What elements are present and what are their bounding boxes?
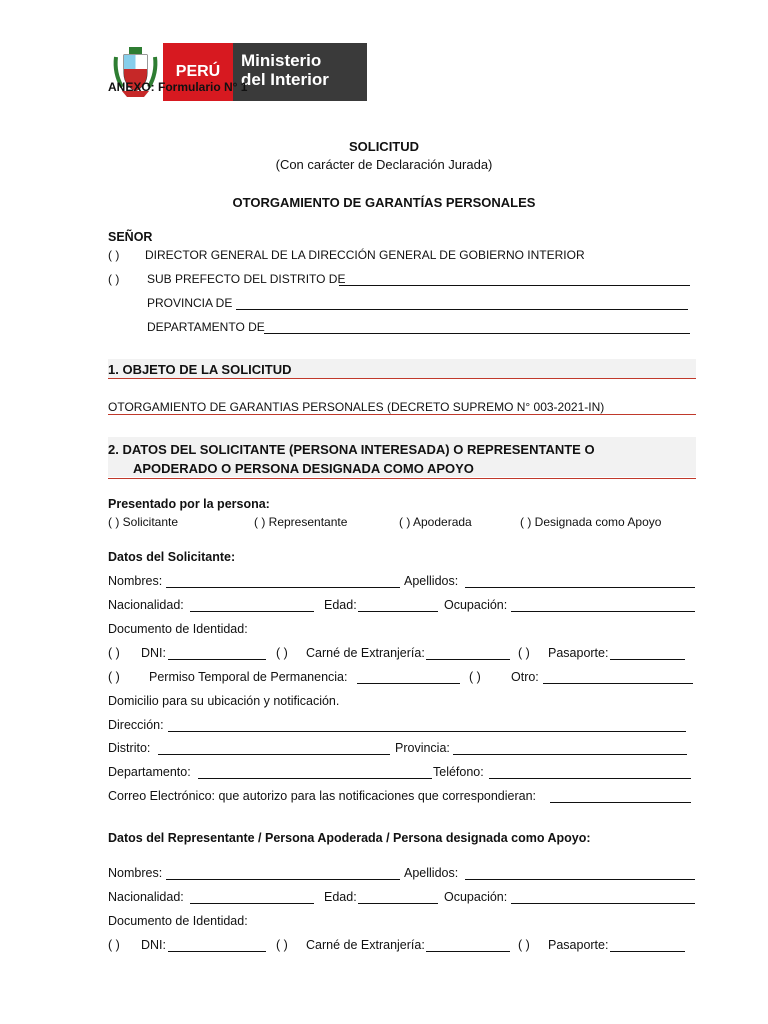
rep-checkbox-carne[interactable]: ( ): [276, 938, 288, 952]
section1-title: 1. OBJETO DE LA SOLICITUD: [108, 362, 292, 377]
rep-checkbox-dni[interactable]: ( ): [108, 938, 120, 952]
presented-by-label: Presentado por la persona:: [108, 497, 270, 511]
rep-nacionalidad-field[interactable]: [190, 903, 314, 904]
applicant-domicile-row: [108, 694, 696, 710]
checkbox-dni[interactable]: ( ): [108, 646, 120, 660]
applicant-edad-field[interactable]: [358, 611, 438, 612]
correo-label: Correo Electrónico: que autorizo para las notificaciones que correspondieran:: [108, 789, 537, 803]
salutation: SEÑOR: [108, 230, 153, 244]
nacionalidad-label: Nacionalidad:: [108, 598, 184, 612]
applicant-direccion-field[interactable]: [168, 731, 686, 732]
ministry-name: [241, 51, 329, 89]
rep-nombres-label: Nombres:: [108, 866, 163, 880]
applicant-permit-row: [108, 670, 696, 686]
checkbox-designada-apoyo[interactable]: ( ) Designada como Apoyo: [520, 515, 662, 529]
checkbox-pasaporte[interactable]: ( ): [518, 646, 530, 660]
applicant-dni-field[interactable]: [168, 659, 266, 660]
applicant-distrito-field[interactable]: [158, 754, 390, 755]
distrito-label: Distrito:: [108, 741, 151, 755]
checkbox-carne[interactable]: ( ): [276, 646, 288, 660]
province-field[interactable]: [236, 309, 688, 310]
applicant-nombres-field[interactable]: [166, 587, 400, 588]
rep-dni-field[interactable]: [168, 951, 266, 952]
applicant-district-row: [108, 741, 696, 757]
section2-title-line2: APODERADO O PERSONA DESIGNADA COMO APOYO: [133, 461, 474, 476]
section1-header: [108, 359, 696, 378]
direccion-label: Dirección:: [108, 718, 164, 732]
section1-content-divider: [108, 414, 696, 415]
rep-edad-field[interactable]: [358, 903, 438, 904]
applicant-heading: Datos del Solicitante:: [108, 550, 236, 564]
section2-header: [108, 437, 696, 477]
nombres-label: Nombres:: [108, 574, 163, 588]
annex-label: ANEXO: Formulario N° 1: [108, 80, 248, 94]
applicant-telefono-field[interactable]: [489, 778, 691, 779]
option-subprefecto-label: SUB PREFECTO DEL DISTRITO DE: [147, 272, 346, 286]
ministry-name-line1: Ministerio: [241, 51, 322, 70]
applicant-departamento-field[interactable]: [198, 778, 432, 779]
rep-carne-field[interactable]: [426, 951, 510, 952]
rep-dni-label: DNI:: [141, 938, 166, 952]
form-subject: OTORGAMIENTO DE GARANTÍAS PERSONALES: [232, 195, 536, 210]
carne-label: Carné de Extranjería:: [306, 646, 425, 660]
domicilio-label: Domicilio para su ubicación y notificación.: [108, 694, 340, 708]
checkbox-director[interactable]: ( ): [108, 248, 120, 262]
checkbox-apoderada[interactable]: ( ) Apoderada: [399, 515, 472, 529]
form-subtitle: (Con carácter de Declaración Jurada): [275, 157, 493, 172]
applicant-carne-field[interactable]: [426, 659, 510, 660]
applicant-nationality-row: [108, 598, 696, 614]
applicant-names-row: [108, 574, 696, 590]
rep-ocupacion-field[interactable]: [511, 903, 695, 904]
otro-label: Otro:: [511, 670, 539, 684]
applicant-nacionalidad-field[interactable]: [190, 611, 314, 612]
ocupacion-label: Ocupación:: [444, 598, 508, 612]
rep-pasaporte-label: Pasaporte:: [548, 938, 609, 952]
pasaporte-label: Pasaporte:: [548, 646, 609, 660]
applicant-address-row: [108, 718, 696, 734]
rep-nacionalidad-label: Nacionalidad:: [108, 890, 184, 904]
checkbox-subprefecto[interactable]: ( ): [108, 272, 120, 286]
edad-label: Edad:: [324, 598, 357, 612]
rep-apellidos-label: Apellidos:: [404, 866, 459, 880]
applicant-correo-field[interactable]: [550, 802, 691, 803]
rep-edad-label: Edad:: [324, 890, 357, 904]
applicant-pasaporte-field[interactable]: [610, 659, 685, 660]
provincia-label: Provincia:: [395, 741, 450, 755]
applicant-provincia-field[interactable]: [453, 754, 687, 755]
documento-label: Documento de Identidad:: [108, 622, 248, 636]
rep-document-row: [108, 914, 696, 930]
section2-title-line1: 2. DATOS DEL SOLICITANTE (PERSONA INTERESADA) O REPRESENTANTE O: [108, 442, 595, 457]
permiso-label: Permiso Temporal de Permanencia:: [149, 670, 348, 684]
representative-heading: Datos del Representante / Persona Apoderada / Persona designada como Apoyo:: [108, 831, 591, 845]
rep-pasaporte-field[interactable]: [610, 951, 685, 952]
department-label: DEPARTAMENTO DE: [147, 320, 265, 334]
ministry-name-line2: del Interior: [241, 70, 329, 89]
checkbox-solicitante[interactable]: ( ) Solicitante: [108, 515, 179, 529]
department-field[interactable]: [264, 333, 690, 334]
applicant-ocupacion-field[interactable]: [511, 611, 695, 612]
applicant-department-row: [108, 765, 696, 781]
section1-divider: [108, 378, 696, 379]
rep-names-row: [108, 866, 696, 882]
applicant-email-row: [108, 789, 696, 805]
rep-carne-label: Carné de Extranjería:: [306, 938, 425, 952]
rep-checkbox-pasaporte[interactable]: ( ): [518, 938, 530, 952]
rep-documento-label: Documento de Identidad:: [108, 914, 248, 928]
rep-id-types-row: [108, 938, 696, 954]
rep-apellidos-field[interactable]: [465, 879, 695, 880]
checkbox-otro[interactable]: ( ): [469, 670, 481, 684]
departamento-label: Departamento:: [108, 765, 191, 779]
rep-nationality-row: [108, 890, 696, 906]
district-field[interactable]: [339, 285, 690, 286]
request-object: OTORGAMIENTO DE GARANTIAS PERSONALES (DECRETO SUPREMO N° 003-2021-IN): [108, 400, 605, 414]
peru-label: PERÚ: [163, 43, 233, 101]
applicant-document-row: [108, 622, 696, 638]
apellidos-label: Apellidos:: [404, 574, 459, 588]
rep-nombres-field[interactable]: [166, 879, 400, 880]
applicant-otro-field[interactable]: [543, 683, 693, 684]
checkbox-representante[interactable]: ( ) Representante: [254, 515, 348, 529]
province-label: PROVINCIA DE: [147, 296, 233, 310]
telefono-label: Teléfono:: [433, 765, 484, 779]
form-title: SOLICITUD: [348, 139, 420, 154]
dni-label: DNI:: [141, 646, 166, 660]
applicant-permiso-field[interactable]: [357, 683, 460, 684]
option-director-label: DIRECTOR GENERAL DE LA DIRECCIÓN GENERAL DE GOBIERNO INTERIOR: [145, 248, 585, 262]
section2-divider: [108, 478, 696, 479]
checkbox-permiso[interactable]: ( ): [108, 670, 120, 684]
rep-ocupacion-label: Ocupación:: [444, 890, 508, 904]
applicant-id-types-row: [108, 646, 696, 662]
applicant-apellidos-field[interactable]: [465, 587, 695, 588]
